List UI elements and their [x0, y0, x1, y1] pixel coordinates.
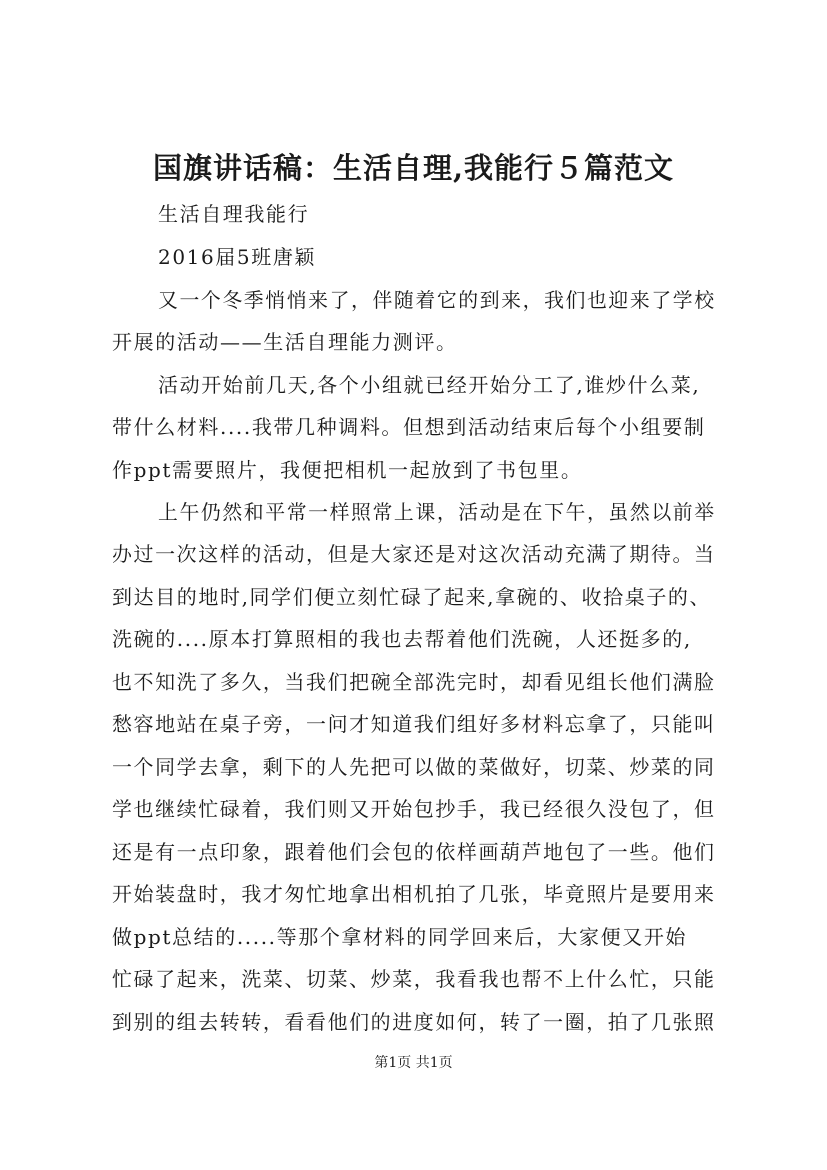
- paragraph-line: 又一个冬季悄悄来了，伴随着它的到来，我们也迎来了学校: [158, 288, 716, 312]
- paragraph-line: 上午仍然和平常一样照常上课，活动是在下午，虽然以前举: [158, 500, 716, 524]
- paragraph-line: 还是有一点印象，跟着他们会包的依样画葫芦地包了一些。他们: [112, 840, 716, 864]
- paragraph-line: 做ppt总结的.....等那个拿材料的同学回来后，大家便又开始: [112, 925, 688, 949]
- paragraph-line: 到别的组去转转，看看他们的进度如何，转了一圈，拍了几张照: [112, 1010, 716, 1034]
- paragraph-line: 作ppt需要照片，我便把相机一起放到了书包里。: [112, 458, 583, 482]
- paragraph-line: 开展的活动——生活自理能力测评。: [112, 330, 458, 354]
- author-line: 2016届5班唐颖: [158, 245, 317, 269]
- paragraph-line: 愁容地站在桌子旁，一问才知道我们组好多材料忘拿了，只能叫: [112, 712, 716, 736]
- page-footer: 第1页 共1页: [374, 1055, 453, 1071]
- paragraph-line: 学也继续忙碌着，我们则又开始包抄手，我已经很久没包了，但: [112, 797, 716, 821]
- paragraph-line: 带什么材料....我带几种调料。但想到活动结束后每个小组要制: [112, 415, 706, 439]
- subtitle-line: 生活自理我能行: [158, 202, 310, 226]
- paragraph-line: 洗碗的....原本打算照相的我也去帮着他们洗碗，人还挺多的,: [112, 627, 692, 651]
- paragraph-line: 到达目的地时,同学们便立刻忙碌了起来,拿碗的、收拾桌子的、: [112, 585, 712, 609]
- paragraph-line: 活动开始前几天,各个小组就已经开始分工了,谁炒什么菜,: [158, 373, 701, 397]
- paragraph-line: 开始装盘时，我才匆忙地拿出相机拍了几张，毕竟照片是要用来: [112, 882, 716, 906]
- paragraph-line: 一个同学去拿，剩下的人先把可以做的菜做好，切菜、炒菜的同: [112, 755, 716, 779]
- paragraph-line: 忙碌了起来，洗菜、切菜、炒菜，我看我也帮不上什么忙，只能: [112, 967, 716, 991]
- paragraph-line: 办过一次这样的活动，但是大家还是对这次活动充满了期待。当: [112, 542, 716, 566]
- document-title: 国旗讲话稿：生活自理,我能行５篇范文: [152, 151, 675, 185]
- paragraph-line: 也不知洗了多久，当我们把碗全部洗完时，却看见组长他们满脸: [112, 670, 716, 694]
